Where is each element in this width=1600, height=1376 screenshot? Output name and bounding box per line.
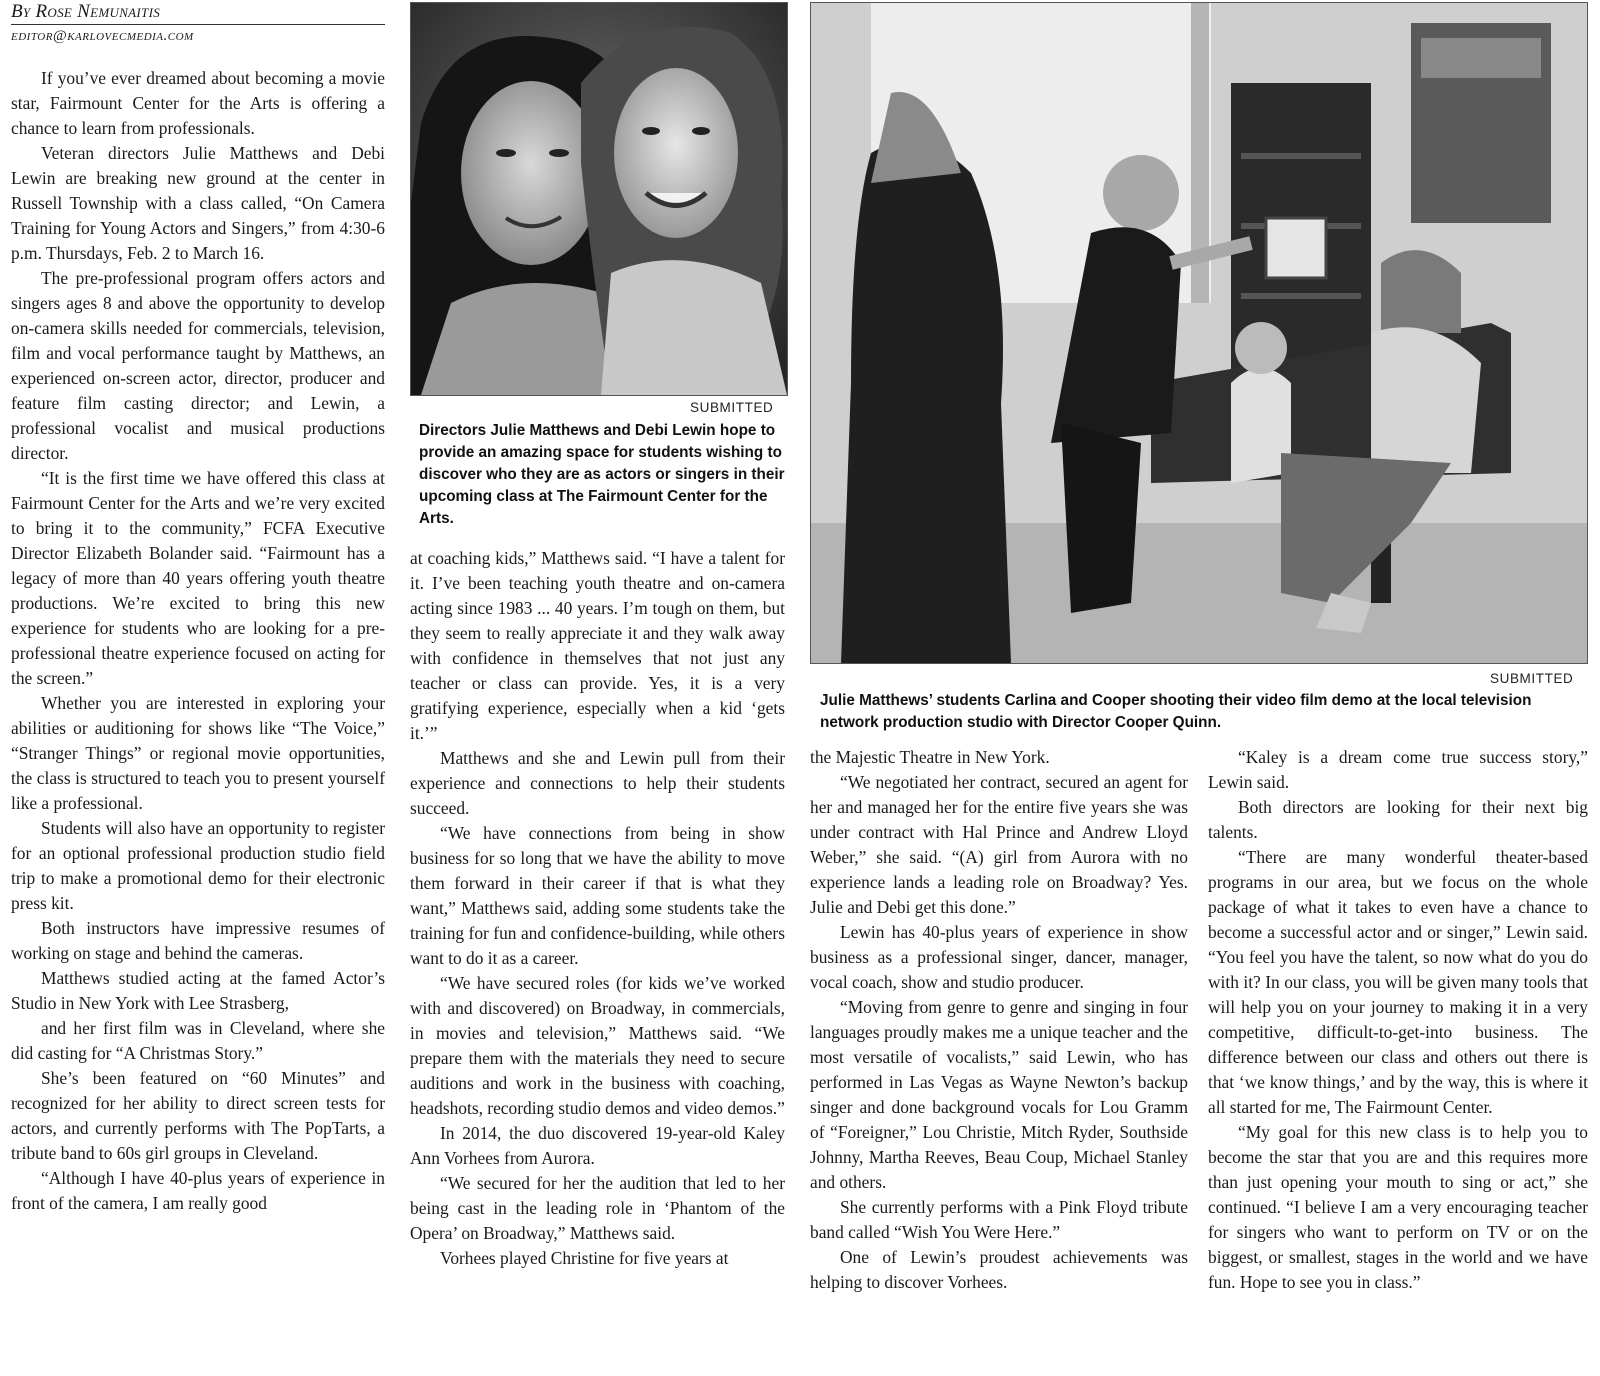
paragraph: Both directors are looking for their next big talents. — [1208, 797, 1588, 842]
paragraph: Lewin has 40-plus years of experience in show business as a professional singer, dancer, manager, vocal coach, show and studio producer. — [810, 922, 1188, 992]
paragraph: Whether you are interested in exploring your abilities or auditioning for shows like “The Voice,” “Stranger Things” or regional movie opportunities, the class is structured to teach you to present yourself like a professional. — [11, 693, 385, 813]
article-column-4 — [1208, 745, 1588, 1295]
paragraph: The pre-professional program offers actors and singers ages 8 and above the opportunity to develop on-camera skills needed for commercials, television, film and vocal performance taught by Matthews, an experienced on-screen actor, director, producer and feature film casting director; and Lewin, a professional vocalist and musical productions director. — [11, 268, 385, 463]
paragraph: Matthews and she and Lewin pull from their experience and connections to help their students succeed. — [410, 748, 785, 818]
paragraph: Veteran directors Julie Matthews and Debi Lewin are breaking new ground at the center in Russell Township with a class called, “On Camera Training for Young Actors and Singers,” from 4:30-6 p.m. Thursdays, Feb. 2 to March 16. — [11, 143, 385, 263]
paragraph: at coaching kids,” Matthews said. “I have a talent for it. I’ve been teaching youth theatre and on-camera acting since 1983 ... 40 years. I’m tough on them, but they seem to really appreciate it and they walk away with confidence in themselves that not just any teacher or class can provide. Yes, it is a very gratifying experience, especially when a kid ‘gets it.’” — [410, 548, 785, 743]
paragraph: In 2014, the duo discovered 19-year-old Kaley Ann Vorhees from Aurora. — [410, 1123, 785, 1168]
paragraph: the Majestic Theatre in New York. — [810, 747, 1050, 767]
paragraph: If you’ve ever dreamed about becoming a movie star, Fairmount Center for the Arts is offering a chance to learn from professionals. — [11, 68, 385, 138]
paragraph: She’s been featured on “60 Minutes” and recognized for her ability to direct screen tests for actors, and currently performs with The PopTarts, a tribute band to 60s girl groups in Cleveland. — [11, 1068, 385, 1163]
paragraph: Vorhees played Christine for five years at — [440, 1248, 729, 1268]
byline-author: By Rose Nemunaitis — [11, 0, 385, 25]
paragraph: She currently performs with a Pink Floyd tribute band called “Wish You Were Here.” — [810, 1197, 1188, 1242]
paragraph: and her first film was in Cleveland, where she did casting for “A Christmas Story.” — [11, 1018, 385, 1063]
paragraph: One of Lewin’s proudest achievements was helping to discover Vorhees. — [810, 1247, 1188, 1292]
paragraph: “We negotiated her contract, secured an agent for her and managed her for the entire five years she was under contract with Hal Prince and Andrew Lloyd Weber,” she said. “(A) girl from Aurora with no experience lands a leading role on Broadway? Yes. Julie and Debi get this done.” — [810, 772, 1188, 917]
paragraph: “We secured for her the audition that led to her being cast in the leading role in ‘Phantom of the Opera’ on Broadway,” Matthews said. — [410, 1173, 785, 1243]
paragraph: “Although I have 40-plus years of experience in front of the camera, I am really good — [11, 1168, 385, 1213]
paragraph: Both instructors have impressive resumes of working on stage and behind the cameras. — [11, 918, 385, 963]
paragraph: “We have secured roles (for kids we’ve worked with and discovered) on Broadway, in commercials, in movies and television,” Matthews said. “We prepare them with the materials they need to secure auditions and work in the business with coaching, headshots, recording studio demos and video demos.” — [410, 973, 785, 1118]
paragraph: Matthews studied acting at the famed Actor’s Studio in New York with Lee Strasberg, — [11, 968, 385, 1013]
paragraph: “My goal for this new class is to help you to become the star that you are and this requires more than just opening your mouth to sing or act,” she continued. “I believe I am a very encouraging teacher for singers who want to perform on TV or on the biggest, or smallest, stages in the world and we have fun. Hope to see you in class.” — [1208, 1122, 1588, 1292]
photo-credit: SUBMITTED — [690, 400, 774, 415]
byline-email: editor@karlovecmedia.com — [11, 28, 194, 44]
photo-credit: SUBMITTED — [1490, 671, 1574, 686]
studio-photo-image — [811, 3, 1587, 663]
article-column-2 — [410, 546, 785, 1271]
portrait-photo-image — [411, 3, 787, 395]
paragraph: “Moving from genre to genre and singing in four languages proudly makes me a unique teacher and the most versatile of vocalists,” said Lewin, who has performed in Las Vegas as Wayne Newton’s backup singer and done background vocals for Lou Gramm of “Foreigner,” Lou Christie, Mitch Ryder, Southside Johnny, Martha Reeves, Beau Coup, Michael Stanley and others. — [810, 997, 1188, 1192]
paragraph: “We have connections from being in show business for so long that we have the ability to move them forward in their career if that is what they want,” Matthews said, adding some students take the training for fun and confidence-building, while others want to do it as a career. — [410, 823, 785, 968]
article-column-1 — [11, 66, 385, 1216]
paragraph: “There are many wonderful theater-based programs in our area, but we focus on the whole package of what it takes to even have a chance to become a successful actor and or singer,” Lewin said. “You feel you have the talent, so now what do you do with it? In our class, you will be given many tools that will help you on your journey to making it in a very competitive, difficult-to-get-into business. The difference between our class and others out there is that ‘we know things,’ and by the way, this is where it all started for me, The Fairmount Center. — [1208, 847, 1588, 1117]
paragraph: Students will also have an opportunity to register for an optional professional production studio field trip to make a promotional demo for their electronic press kit. — [11, 818, 385, 913]
paragraph: “It is the first time we have offered this class at Fairmount Center for the Arts and we’re very excited to bring it to the community,” FCFA Executive Director Elizabeth Bolander said. “Fairmount has a legacy of more than 40 years offering youth theatre productions. We’re excited to bring this new experience for students who are looking for a pre-professional theatre experience focused on acting for the screen.” — [11, 468, 385, 688]
article-column-3 — [810, 745, 1188, 1295]
photo-caption: Directors Julie Matthews and Debi Lewin hope to provide an amazing space for students wishing to discover who they are as actors or singers in their upcoming class at The Fairmount Center for the Arts. — [419, 422, 785, 527]
photo-caption: Julie Matthews’ students Carlina and Cooper shooting their video film demo at the local television network production studio with Director Cooper Quinn. — [820, 692, 1532, 731]
portrait-photo — [410, 2, 788, 396]
studio-photo — [810, 2, 1588, 664]
paragraph: “Kaley is a dream come true success story,” Lewin said. — [1208, 747, 1588, 792]
